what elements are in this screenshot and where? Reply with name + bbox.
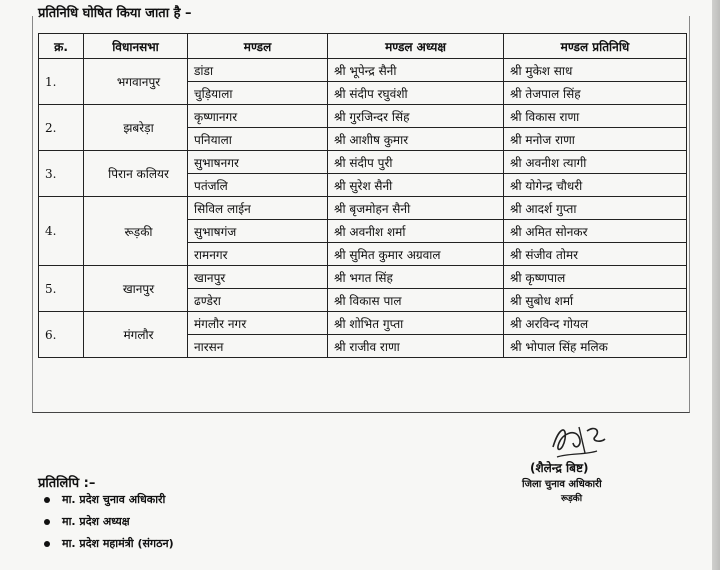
pratinidhi-cell: श्री संजीव तोमर [504,243,687,266]
pratinidhi-cell: श्री आदर्श गुप्ता [504,197,687,220]
mandal-cell: सुभाषनगर [188,151,328,174]
mandal-cell: सिविल लाईन [188,197,328,220]
bullet-icon [44,519,50,525]
adhyaksh-cell: श्री विकास पाल [328,289,504,312]
vidhansabha-cell: भगवानपुर [84,59,188,105]
copy-list [44,489,174,555]
adhyaksh-cell: श्री बृजमोहन सैनी [328,197,504,220]
list-item [44,533,174,555]
pratinidhi-cell: श्री तेजपाल सिंह [504,82,687,105]
mandal-cell: चुड़ियाला [188,82,328,105]
adhyaksh-cell: श्री सुरेश सैनी [328,174,504,197]
header-pratinidhi: मण्डल प्रतिनिधि [504,34,687,59]
pratinidhi-cell: श्री भोपाल सिंह मलिक [504,335,687,358]
table-header-row [39,34,687,59]
header-vidhansabha: विधानसभा [84,34,188,59]
mandal-cell: रामनगर [188,243,328,266]
copy-item-label: मा. प्रदेश अध्यक्ष [62,515,130,528]
adhyaksh-cell: श्री भूपेन्द्र सैनी [328,59,504,82]
pratinidhi-cell: श्री मनोज राणा [504,128,687,151]
pratinidhi-cell: श्री विकास राणा [504,105,687,128]
mandal-cell: सुभाषगंज [188,220,328,243]
vidhansabha-cell: पिरान कलियर [84,151,188,197]
signature-mark [545,417,625,461]
serial-cell: 3. [39,151,84,197]
pratinidhi-cell: श्री अमित सोनकर [504,220,687,243]
page-edge [712,0,720,570]
bullet-icon [44,541,50,547]
adhyaksh-cell: श्री भगत सिंह [328,266,504,289]
copy-item-label: मा. प्रदेश महामंत्री (संगठन) [62,537,174,550]
header-serial: क्र. [39,34,84,59]
list-item [44,489,174,511]
mandal-cell: मंगलौर नगर [188,312,328,335]
pratinidhi-cell: श्री कृष्णपाल [504,266,687,289]
serial-cell: 5. [39,266,84,312]
mandal-cell: ढण्डेरा [188,289,328,312]
table-row [39,151,687,174]
table-row [39,105,687,128]
serial-cell: 1. [39,59,84,105]
adhyaksh-cell: श्री राजीव राणा [328,335,504,358]
mandal-cell: खानपुर [188,266,328,289]
table-row [39,266,687,289]
adhyaksh-cell: श्री सुमित कुमार अग्रवाल [328,243,504,266]
mandal-cell: कृष्णानगर [188,105,328,128]
pratinidhi-cell: श्री योगेन्द्र चौधरी [504,174,687,197]
list-item [44,511,174,533]
adhyaksh-cell: श्री अवनीश शर्मा [328,220,504,243]
representatives-table [38,33,687,358]
table-row [39,197,687,220]
table-row [39,59,687,82]
adhyaksh-cell: श्री संदीप पुरी [328,151,504,174]
vidhansabha-cell: झबरेड़ा [84,105,188,151]
copy-label: प्रतिलिपि :– [38,476,96,491]
adhyaksh-cell: श्री आशीष कुमार [328,128,504,151]
adhyaksh-cell: श्री शोभित गुप्ता [328,312,504,335]
pratinidhi-cell: श्री मुकेश साध [504,59,687,82]
officer-title: जिला चुनाव अधिकारी [522,479,602,490]
serial-cell: 2. [39,105,84,151]
copy-item-label: मा. प्रदेश चुनाव अधिकारी [62,493,166,506]
vidhansabha-cell: खानपुर [84,266,188,312]
adhyaksh-cell: श्री गुरजिन्दर सिंह [328,105,504,128]
pratinidhi-cell: श्री अरविन्द गोयल [504,312,687,335]
header-mandal: मण्डल [188,34,328,59]
mandal-cell: पनियाला [188,128,328,151]
officer-name: (शैलेन्द्र बिष्ट) [530,461,589,475]
pratinidhi-cell: श्री सुबोध शर्मा [504,289,687,312]
header-adhyaksh: मण्डल अध्यक्ष [328,34,504,59]
mandal-cell: पतंजलि [188,174,328,197]
officer-place: रूड़की [561,494,583,504]
bullet-icon [44,497,50,503]
mandal-cell: डांडा [188,59,328,82]
mandal-cell: नारसन [188,335,328,358]
serial-cell: 4. [39,197,84,266]
serial-cell: 6. [39,312,84,358]
vidhansabha-cell: रूड़की [84,197,188,266]
adhyaksh-cell: श्री संदीप रघुवंशी [328,82,504,105]
intro-line: प्रतिनिधि घोषित किया जाता है – [38,6,192,21]
table-row [39,312,687,335]
pratinidhi-cell: श्री अवनीश त्यागी [504,151,687,174]
vidhansabha-cell: मंगलौर [84,312,188,358]
